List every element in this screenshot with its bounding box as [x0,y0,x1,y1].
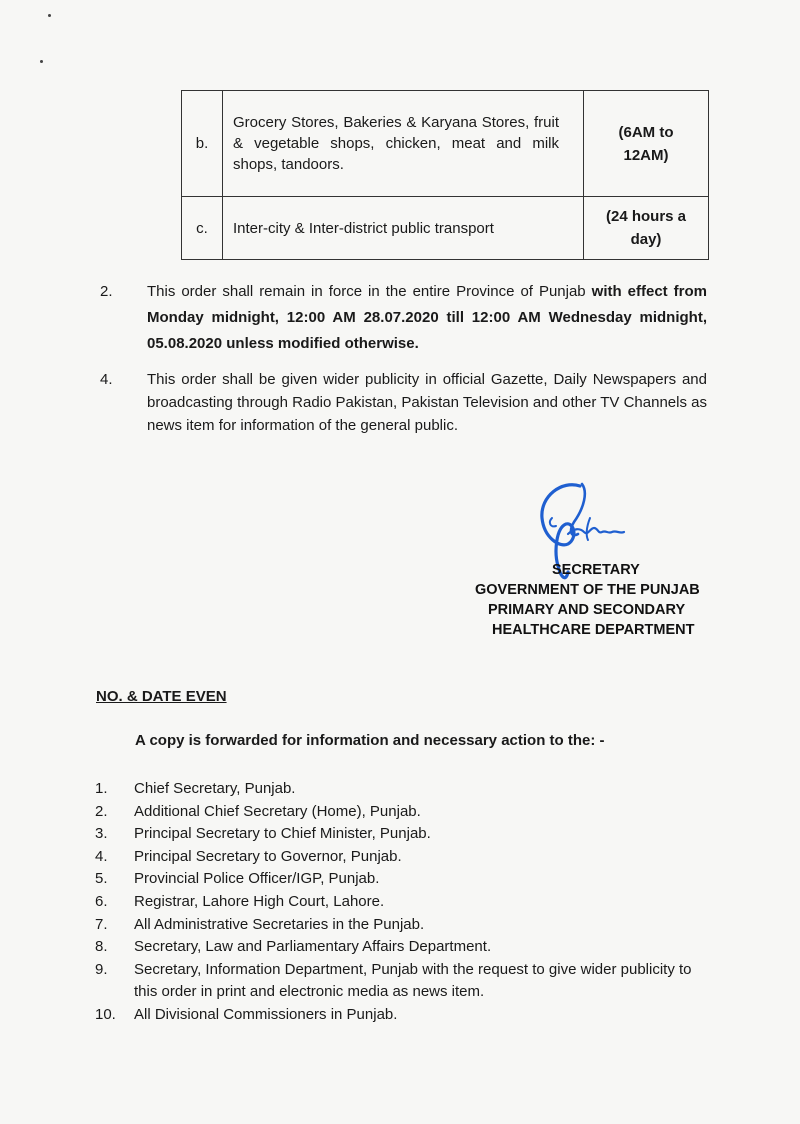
list-item [95,1004,715,1027]
list-item-number: 3. [95,825,108,843]
list-item [95,891,715,914]
list-item-text: Chief Secretary, Punjab. [134,780,296,797]
distribution-list [95,778,715,1027]
paragraph-text [147,279,707,357]
list-item-text: Principal Secretary to Chief Minister, Punjab. [134,825,431,843]
list-item-text: Additional Chief Secretary (Home), Punjab. [134,802,421,820]
signature-block [470,560,710,640]
signatory-government: GOVERNMENT OF THE PUNJAB [475,582,700,598]
timing-line: (6AM to [618,123,674,141]
list-item [95,868,715,891]
row-timing [584,91,709,197]
list-item-text: Principal Secretary to Governor, Punjab. [134,847,402,865]
list-item-number: 1. [95,780,108,797]
list-item-number: 6. [95,892,108,910]
timing-line: (24 hours a [605,208,687,225]
orders-table [181,90,709,260]
paragraph-bold-text: with effect from Monday midnight, 12:00 AM 28.07.2020 till 12:00 AM Wednesday midnight, 05.08.2020 unless modified otherwise. [147,283,707,352]
paragraph-number: 4. [100,371,113,388]
paragraph-text: This order shall be given wider publicity in official Gazette, Daily Newspapers and broadcasting through Radio Pakistan, Pakistan Television and other TV Channels as news item for information of the general public. [147,371,707,434]
list-item-text: Registrar, Lahore High Court, Lahore. [134,892,385,910]
list-item [95,959,715,1004]
list-item-number: 9. [95,960,108,978]
list-item [95,778,715,801]
row-letter: b. [182,91,223,197]
list-item [95,801,715,824]
timing-line: 12AM) [623,146,669,164]
list-item-text: All Divisional Commissioners in Punjab. [134,1005,398,1023]
row-timing [584,197,709,260]
row-letter: c. [182,197,223,260]
reference-heading: NO. & DATE EVEN [96,688,227,705]
list-item-text: Secretary, Law and Parliamentary Affairs Department. [134,938,492,956]
row-description: Grocery Stores, Bakeries & Karyana Stores, fruit & vegetable shops, chicken, meat and milk shops, tandoors. [223,91,584,197]
list-item-number: 2. [95,802,108,820]
signatory-department-line1: PRIMARY AND SECONDARY [488,602,686,618]
list-item-text: All Administrative Secretaries in the Punjab. [134,915,425,933]
paragraph-4 [100,368,707,437]
signatory-title: SECRETARY [552,562,640,578]
paragraph-number: 2. [100,283,113,300]
list-item [95,914,715,937]
scan-speck [48,14,51,17]
list-item-number: 4. [95,847,108,865]
paragraph-plain-text: This order shall remain in force in the entire Province of Punjab [147,283,592,300]
timing-line: day) [630,231,662,248]
list-item [95,823,715,846]
scan-speck [40,60,43,63]
list-item [95,936,715,959]
list-item-number: 5. [95,870,108,888]
copy-forward-line: A copy is forwarded for information and necessary action to the: - [135,732,605,749]
table-row [182,197,709,260]
list-item-number: 8. [95,938,108,956]
row-description: Inter-city & Inter-district public transport [223,197,584,260]
paragraph-2 [100,279,707,357]
list-item-number: 7. [95,915,108,933]
list-item-number: 10. [95,1005,116,1023]
signatory-department-line2: HEALTHCARE DEPARTMENT [492,622,695,638]
list-item-text: Secretary, Information Department, Punjab with the request to give wider publicity to this order in print and electronic media as news item. [134,960,692,1001]
list-item-text: Provincial Police Officer/IGP, Punjab. [134,870,380,888]
list-item [95,846,715,869]
table-row [182,91,709,197]
